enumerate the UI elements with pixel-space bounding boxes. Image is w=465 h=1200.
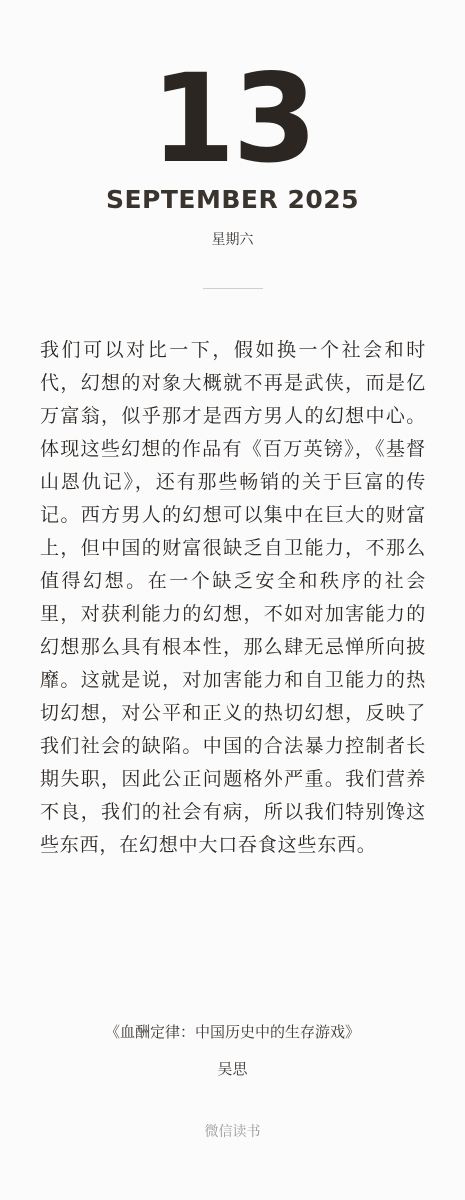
date-day: 13 [150,48,315,190]
quote-text: 我们可以对比一下，假如换一个社会和时代，幻想的对象大概就不再是武侠，而是亿万富翁，似乎那才是西方男人的幻想中心。体现这些幻想的作品有《百万英镑》，《基督山恩仇记》，还有那些畅销的关于巨富的传记。西方男人的幻想可以集中在巨大的财富上，但中国的财富很缺乏自卫能力，不那么值得幻想。在一个缺乏安全和秩序的社会里，对获利能力的幻想，不如对加害能力的幻想那么具有根本性，那么肆无忌惮所向披靡。这就是说，对加害能力和自卫能力的热切幻想，对公平和正义的热切幻想，反映了我们社会的缺陷。中国的合法暴力控制者长期失职，因此公正问题格外严重。我们营养不良，我们的社会有病，所以我们特别馋这些东西，在幻想中大口吞食这些东西。 [40,339,426,856]
date-month-year: SEPTEMBER 2025 [105,185,360,214]
divider [203,288,263,289]
source-label: 微信读书 [204,1124,261,1140]
date-weekday: 星期六 [211,232,254,248]
book-title: 《血酬定律：中国历史中的生存游戏》 [104,1023,360,1041]
book-author: 吴思 [217,1060,248,1078]
